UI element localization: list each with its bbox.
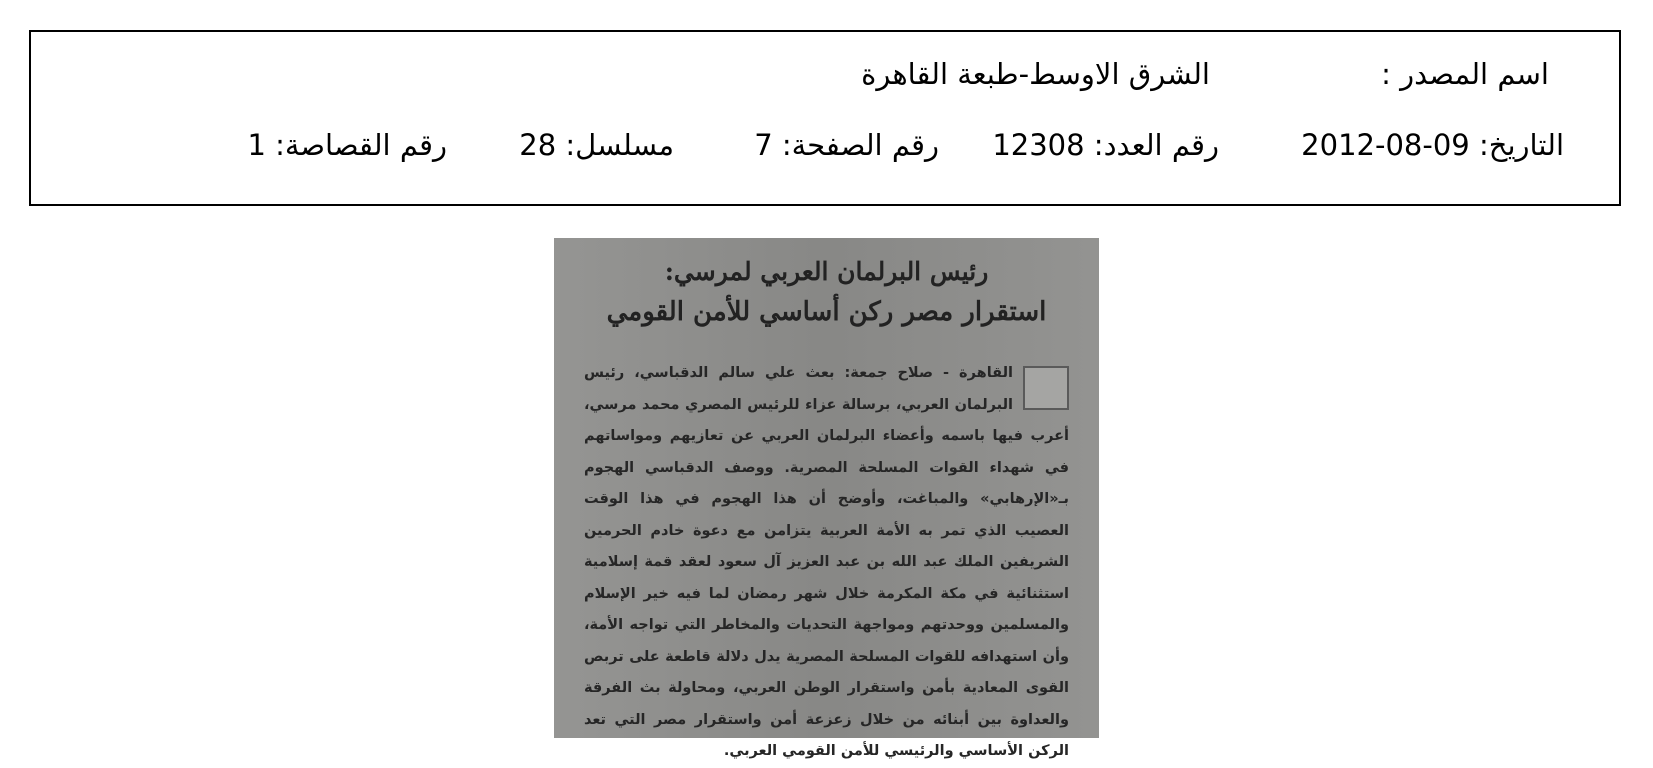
clip-number-field: رقم القصاصة: 1 — [247, 128, 447, 162]
headline-line-1: رئيس البرلمان العربي لمرسي: — [664, 257, 989, 286]
article-headline — [584, 252, 1069, 332]
date-field: التاريخ: 09-08-2012 — [1301, 128, 1564, 162]
newspaper-clipping — [554, 238, 1099, 759]
article-body: القاهرة - صلاح جمعة: بعث علي سالم الدقباسي، رئيس البرلمان العربي، برسالة عزاء للرئيس المصري محمد مرسي، أعرب فيها باسمه وأعضاء البرلمان العربي عن تعازيهم ومواساتهم في شهداء القوات المسلحة المصرية. ووصف الدقباسي الهجوم بـ«الإرهابي» والمباغت، وأوضح أن هذا الهجوم في هذا الوقت العصيب الذي تمر به الأمة العربية يتزامن مع دعوة خادم الحرمين الشريفين الملك عبد الله بن عبد العزيز آل سعود لعقد قمة إسلامية استثنائية في مكة المكرمة خلال شهر رمضان لما فيه خير الإسلام والمسلمين ووحدتهم ومواجهة التحديات والمخاطر التي تواجه الأمة، وأن استهدافه للقوات المسلحة المصرية يدل دلالة قاطعة على تربص القوى المعادية بأمن واستقرار الوطن العربي، ومحاولة بث الفرقة والعداوة بين أبنائه من خلال زعزعة أمن واستقرار مصر التي تعد الركن الأساسي والرئيسي للأمن القومي العربي. — [584, 365, 1069, 759]
source-info-box — [29, 30, 1621, 206]
article-marker-square — [1023, 366, 1069, 410]
source-label: اسم المصدر : — [1381, 57, 1549, 91]
page-number-field: رقم الصفحة: 7 — [754, 128, 939, 162]
issue-number-field: رقم العدد: 12308 — [992, 128, 1219, 162]
headline-line-2: استقرار مصر ركن أساسي للأمن القومي — [606, 297, 1047, 327]
source-value: الشرق الاوسط-طبعة القاهرة — [861, 57, 1210, 91]
serial-field: مسلسل: 28 — [519, 128, 674, 162]
